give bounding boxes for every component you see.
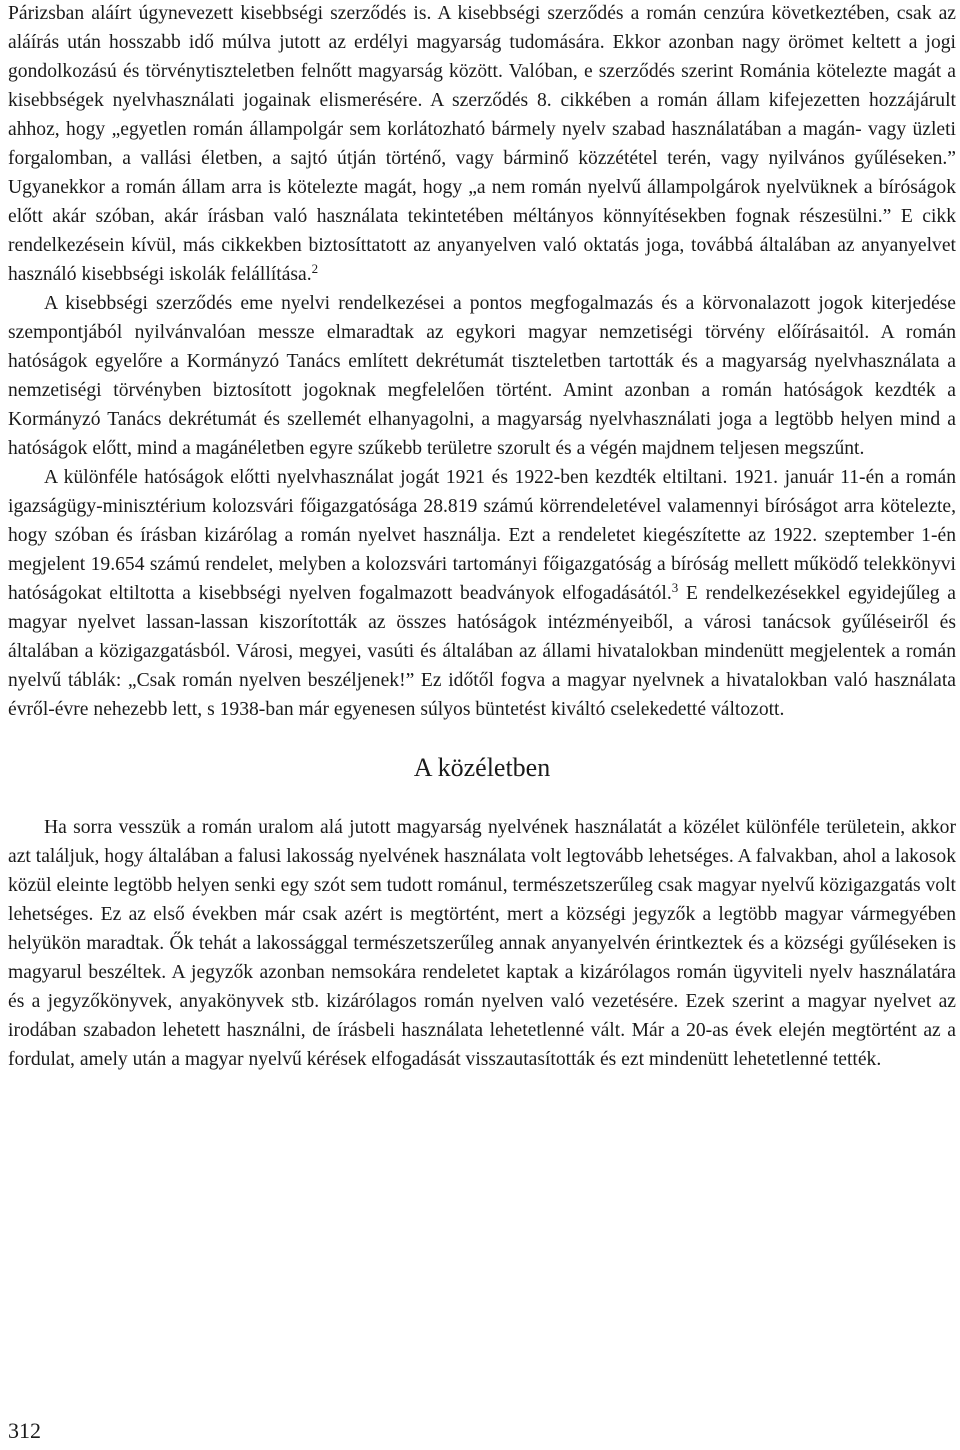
- paragraph-treaty: [8, 0, 956, 289]
- section-heading: A közéletben: [413, 753, 551, 782]
- paragraph-authorities-ban: [8, 463, 956, 724]
- document-page: [8, 0, 956, 1074]
- paragraph-language-provisions: [8, 289, 956, 463]
- footnote-marker: 2: [311, 261, 319, 276]
- page-number: 312: [8, 1418, 41, 1443]
- paragraph-text: E rendelkezésekkel egyidejűleg a magyar nyelvet lassan-lassan kiszorították az összes hatóságok intézményeiből, a városi tanácsok gyűléseiről és általában a közigazgatásból. Városi, megyei, vasúti és általában az állami hivatalokban mindenütt megjelentek a román nyelvű táblák: „Csak román nyelven beszéljenek!” Ez időtől fogva a magyar nyelvnek a hivatalokban való használata évről-évre nehezebb lett, s 1938-ban már egyenesen súlyos büntetést kiváltó cselekedetté változott.: [8, 583, 956, 720]
- paragraph-text: Ha sorra vesszük a román uralom alá jutott magyarság nyelvének használatát a közélet különféle területein, akkor azt találjuk, hogy általában a falusi lakosság nyelvének használata volt legtovább lehetséges. A falvakban, ahol a lakosok közül eleinte legtöbb helyen senki egy szót sem tudott románul, természetszerűleg csak magyar nyelvű közigazgatás volt lehetséges. Ez az első években már csak azért is megtörtént, mert a községi jegyzők a legtöbb magyar vármegyében helyükön maradtak. Ők tehát a lakossággal természetszerűleg annak anyanyelvén érintkeztek és a községi gyűléseken is magyarul beszéltek. A jegyzők azonban nemsokára rendeletet kaptak a kizárólagos román ügyviteli nyelv használatára és a jegyzőkönyvek, anyakönyvek stb. kizárólagos román nyelven való vezetésére. Ezek szerint a magyar nyelvet az irodában szabadon lehetett használni, de írásbeli használata lehetetlenné vált. Már a 20-as évek elején megtörtént az a fordulat, amely után a magyar nyelvű kérések elfogadását visszautasították és ezt mindenütt lehetetlenné tették.: [8, 817, 956, 1070]
- footnote-marker: 3: [671, 580, 679, 595]
- paragraph-text: Párizsban aláírt úgynevezett kisebbségi szerződés is. A kisebbségi szerződés a román cenzúra következtében, csak az aláírás után hosszabb idő múlva jutott az erdélyi magyarság tudomására. Ekkor azonban nagy örömet keltett a jogi gondolkozású és törvénytiszteletben felnőtt magyarság között. Valóban, e szerződés szerint Románia kötelezte magát a kisebbségek nyelvhasználati jogainak elismerésére. A szerződés 8. cikkében a román állam kifejezetten hozzájárult ahhoz, hogy „egyetlen román állampolgár sem korlátozható bármely nyelv szabad használatában a magán- vagy üzleti forgalomban, a vallási életben, a sajtó útján történő, vagy bárminő közzététel terén, vagy nyilvános gyűléseken.” Ugyanekkor a román állam arra is kötelezte magát, hogy „a nem román nyelvű állampolgárok nyelvüknek a bíróságok előtt akár szóban, akár írásban való használata tekintetében méltányos könnyítésekben fognak részesülni.” E cikk rendelkezésein kívül, más cikkekben biztosíttatott az anyanyelven való oktatás joga, továbbá általában az anyanyelvet használó kisebbségi iskolák felállítása.: [8, 3, 956, 285]
- paragraph-text: A különféle hatóságok előtti nyelvhasználat jogát 1921 és 1922-ben kezdték eltiltani. 1921. január 11-én a román igazságügy-minisztérium kolozsvári főigazgatósága 28.819 számú körrendeletével valamennyi bíróságot arra kötelezte, hogy szóban és írásban kizárólag a román nyelvet használja. Ezt a rendeletet kiegészítette az 1922. szeptember 1-én megjelent 19.654 számú rendelet, melyben a kolozsvári tartományi főigazgatóság a bíróság mellett működő telekkönyvi hatóságokat eltiltotta a kisebbségi nyelven fogalmazott beadványok elfogadásától.: [8, 467, 956, 604]
- paragraph-public-life: [8, 813, 956, 1074]
- paragraph-text: A kisebbségi szerződés eme nyelvi rendelkezései a pontos megfogalmazás és a körvonalazott jogok kiterjedése szempontjából nyilvánvalóan messze elmaradtak az egykori magyar nemzetiségi törvény előírásaitól. A román hatóságok egyelőre a Kormányzó Tanács említett dekrétumát tiszteletben tartották és a magyarság nyelvhasználata a nemzetiségi törvényben biztosított jogoknak megfelelően történt. Amint azonban a román hatóságok kezdték a Kormányzó Tanács dekrétumát és szellemét elhanyagolni, a magyarság nyelvhasználati joga a legtöbb helyen mind a hatóságok előtt, mind a magánéletben egyre szűkebb területre szorult és a végén majdnem teljesen megszűnt.: [8, 293, 956, 459]
